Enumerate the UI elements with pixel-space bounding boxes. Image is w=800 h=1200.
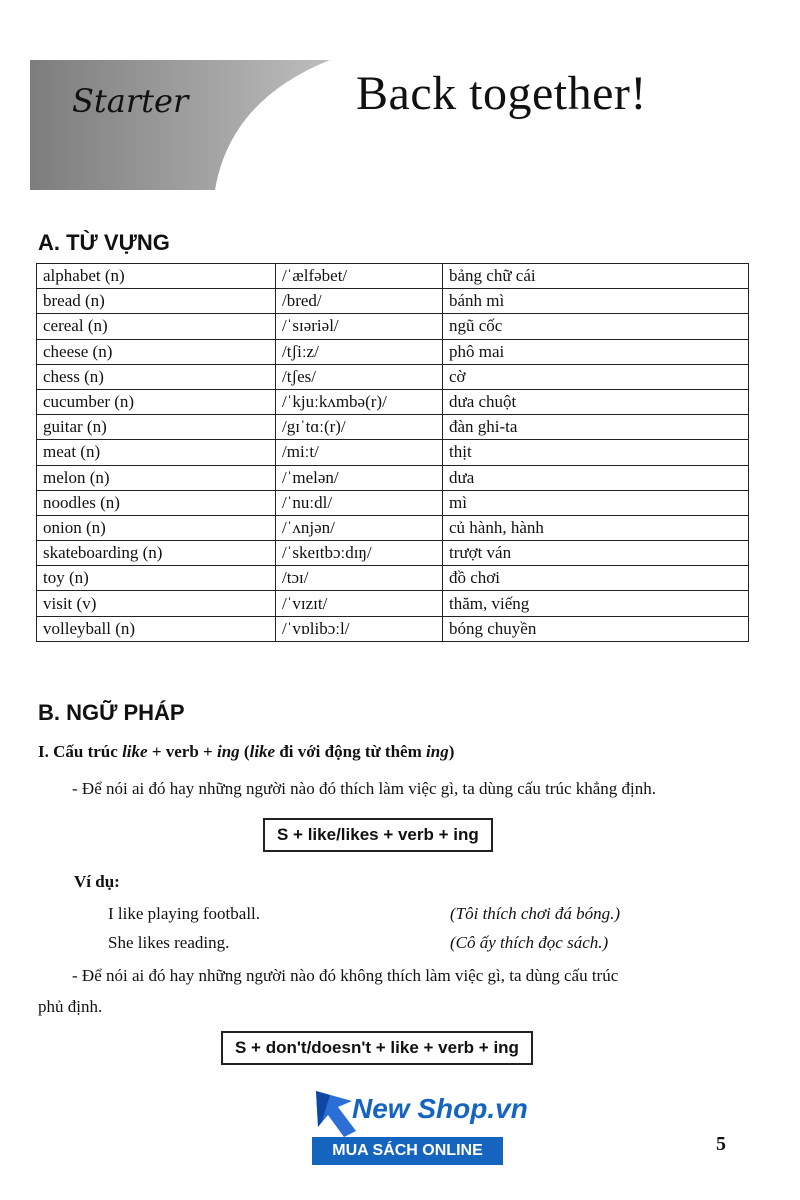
table-row <box>37 490 749 515</box>
vocab-word: melon (n) <box>37 465 276 490</box>
vocab-ipa: /tʃiːz/ <box>276 339 443 364</box>
vocab-word: volleyball (n) <box>37 616 276 641</box>
starter-banner <box>30 60 330 190</box>
page-number: 5 <box>716 1133 726 1155</box>
vocab-meaning: dưa <box>443 465 749 490</box>
vocab-word: cucumber (n) <box>37 389 276 414</box>
vocab-meaning: mì <box>443 490 749 515</box>
section-a-heading: A. TỪ VỰNG <box>38 230 170 255</box>
table-row <box>37 264 749 289</box>
vocab-ipa: /ˈvɒlibɔːl/ <box>276 616 443 641</box>
vocab-meaning: đồ chơi <box>443 566 749 591</box>
vocab-meaning: trượt ván <box>443 541 749 566</box>
vocab-ipa: /ˈælfəbet/ <box>276 264 443 289</box>
example-vi-1: (Tôi thích chơi đá bóng.) <box>450 904 621 923</box>
vocab-word: toy (n) <box>37 566 276 591</box>
vocab-ipa: /ˈmelən/ <box>276 465 443 490</box>
vocab-word: meat (n) <box>37 440 276 465</box>
negative-formula: S + don't/doesn't + like + verb + ing <box>221 1031 533 1065</box>
starter-label: Starter <box>72 82 189 120</box>
vocab-ipa: /ˈkjuːkʌmbə(r)/ <box>276 389 443 414</box>
vocab-ipa: /ˈsɪəriəl/ <box>276 314 443 339</box>
vocab-word: noodles (n) <box>37 490 276 515</box>
vocab-meaning: bóng chuyền <box>443 616 749 641</box>
example-vi-2: (Cô ấy thích đọc sách.) <box>450 933 609 952</box>
vocab-ipa: /tʃes/ <box>276 364 443 389</box>
newshop-logo-bar: MUA SÁCH ONLINE <box>312 1137 503 1165</box>
table-row <box>37 541 749 566</box>
vocab-meaning: củ hành, hành <box>443 515 749 540</box>
table-row <box>37 289 749 314</box>
grammar-subheading: I. Cấu trúc like + verb + ing (like đi với động từ thêm ing) <box>38 742 455 761</box>
vocab-word: chess (n) <box>37 364 276 389</box>
table-row <box>37 339 749 364</box>
vocab-meaning: cờ <box>443 364 749 389</box>
table-row <box>37 566 749 591</box>
table-row <box>37 616 749 641</box>
vocab-word: alphabet (n) <box>37 264 276 289</box>
affirmative-formula: S + like/likes + verb + ing <box>263 818 493 852</box>
vocab-word: onion (n) <box>37 515 276 540</box>
vocab-meaning: ngũ cốc <box>443 314 749 339</box>
vocab-ipa: /gɪˈtɑː(r)/ <box>276 415 443 440</box>
vocab-ipa: /ˈnuːdl/ <box>276 490 443 515</box>
vocab-ipa: /ˈvɪzɪt/ <box>276 591 443 616</box>
table-row <box>37 440 749 465</box>
vocab-ipa: /tɔɪ/ <box>276 566 443 591</box>
vocab-word: cheese (n) <box>37 339 276 364</box>
vocab-ipa: /bred/ <box>276 289 443 314</box>
vocab-ipa: /miːt/ <box>276 440 443 465</box>
example-en-1: I like playing football. <box>108 904 261 923</box>
table-row <box>37 591 749 616</box>
page-title: Back together! <box>356 67 647 120</box>
vocab-word: skateboarding (n) <box>37 541 276 566</box>
table-row <box>37 314 749 339</box>
negative-description-line2: phủ định. <box>38 997 103 1016</box>
negative-description-line1: - Để nói ai đó hay những người nào đó không thích làm việc gì, ta dùng cấu trúc <box>72 966 619 985</box>
example-label: Ví dụ: <box>74 872 120 891</box>
vocabulary-table <box>36 263 749 642</box>
affirmative-description: - Để nói ai đó hay những người nào đó thích làm việc gì, ta dùng cấu trúc khẳng định. <box>72 779 657 798</box>
vocab-word: guitar (n) <box>37 415 276 440</box>
section-b-heading: B. NGỮ PHÁP <box>38 700 185 725</box>
vocab-ipa: /ˈʌnjən/ <box>276 515 443 540</box>
vocab-meaning: dưa chuột <box>443 389 749 414</box>
vocab-word: visit (v) <box>37 591 276 616</box>
vocab-meaning: bánh mì <box>443 289 749 314</box>
vocab-ipa: /ˈskeɪtbɔːdɪŋ/ <box>276 541 443 566</box>
table-row <box>37 389 749 414</box>
vocab-meaning: đàn ghi-ta <box>443 415 749 440</box>
example-en-2: She likes reading. <box>108 933 230 952</box>
vocab-word: cereal (n) <box>37 314 276 339</box>
vocab-meaning: thăm, viếng <box>443 591 749 616</box>
table-row <box>37 415 749 440</box>
newshop-logo-text: New Shop.vn <box>352 1093 528 1124</box>
table-row <box>37 364 749 389</box>
table-row <box>37 515 749 540</box>
vocab-meaning: bảng chữ cái <box>443 264 749 289</box>
vocab-meaning: phô mai <box>443 339 749 364</box>
table-row <box>37 465 749 490</box>
vocab-meaning: thịt <box>443 440 749 465</box>
vocab-word: bread (n) <box>37 289 276 314</box>
